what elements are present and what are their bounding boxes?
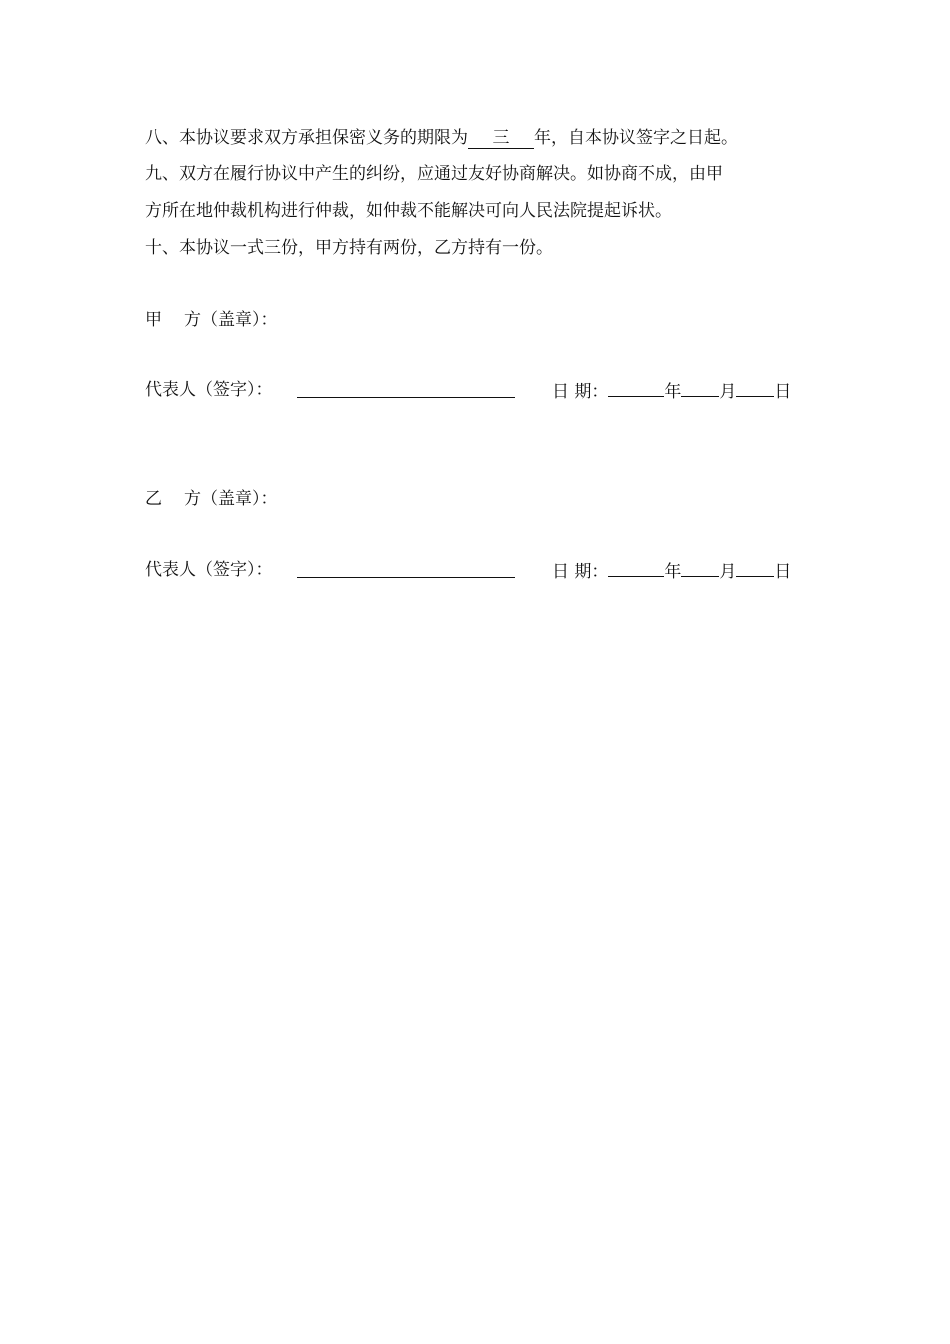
party-a-year-label: 年 [664,382,682,402]
confidentiality-term-value: 三 [468,128,534,149]
party-b-year-field[interactable] [608,558,664,577]
party-b-date [552,558,791,584]
party-b-signature-row [145,558,810,586]
clause-8 [145,126,738,150]
party-a-day-field[interactable] [736,378,774,397]
party-b-seal-label [145,487,278,511]
party-a-seal-text: 方（盖章）： [184,310,278,330]
party-b-month-label: 月 [719,562,737,582]
clause-9-line-2: 方所在地仲裁机构进行仲裁，如仲裁不能解决可向人民法院提起诉状。 [145,201,672,221]
clause-8-prefix: 八、本协议要求双方承担保密义务的期限为 [145,128,468,148]
party-a-month-label: 月 [719,382,737,402]
party-b-rep-label: 代表人（签字）： [145,560,273,580]
clause-8-suffix: 年，自本协议签字之日起。 [534,128,738,148]
party-a-signature-row [145,378,810,406]
party-a-rep-label: 代表人（签字）： [145,380,273,400]
party-a-month-field[interactable] [681,378,719,397]
party-a-signature-field[interactable] [297,397,515,398]
party-a-date [552,378,791,404]
clause-9-line-1: 九、双方在履行协议中产生的纠纷，应通过友好协商解决。如协商不成，由甲 [145,164,723,184]
party-b-seal-text: 方（盖章）： [184,489,278,509]
party-b-date-label: 日 期： [552,562,609,582]
party-a-day-label: 日 [774,382,792,402]
party-a-date-label: 日 期： [552,382,609,402]
party-b-day-field[interactable] [736,558,774,577]
party-b-day-label: 日 [774,562,792,582]
party-b-char: 乙 [145,489,162,509]
party-a-char: 甲 [145,310,162,330]
party-a-seal-label [145,308,278,332]
clause-10: 十、本协议一式三份，甲方持有两份，乙方持有一份。 [145,238,553,258]
party-a-year-field[interactable] [608,378,664,397]
party-b-signature-field[interactable] [297,577,515,578]
party-b-year-label: 年 [664,562,682,582]
party-b-month-field[interactable] [681,558,719,577]
